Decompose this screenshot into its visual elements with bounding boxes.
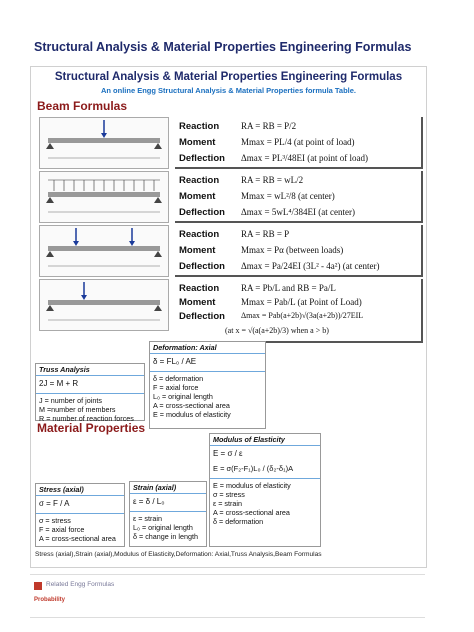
beam-row-4 bbox=[35, 279, 423, 343]
related-formulas-title: Related Engg Formulas bbox=[46, 581, 115, 588]
truss-analysis-title: Truss Analysis bbox=[36, 364, 144, 376]
beam-formulas-2: Reaction RA = RB = wL/2 Moment Mmax = wL²/8 (at center) Deflection Δmax = 5wL⁴/384EI (at center) bbox=[175, 171, 423, 223]
truss-equation: 2J = M + R bbox=[39, 379, 79, 388]
beam-diagram-uniform-load bbox=[39, 171, 169, 223]
truss-analysis-box: Truss Analysis 2J = M + R J = number of joints M =number of members R = number of reaction forces bbox=[35, 363, 145, 421]
strain-axial-box: Strain (axial) ε = δ / L₀ ε = strain L₀ = original length δ = change in length bbox=[129, 481, 207, 547]
beam-row-2 bbox=[35, 171, 423, 223]
probability-link[interactable]: Probability bbox=[34, 597, 66, 603]
strain-equation: ε = δ / L₀ bbox=[133, 497, 165, 506]
beam-row-3 bbox=[35, 225, 423, 277]
sheet-subtitle: An online Engg Structural Analysis & Material Properties formula Table. bbox=[100, 86, 357, 95]
beam-formulas-4: Reaction RA = Pb/L and RB = Pa/L Moment Mmax = Pab/L (at Point of Load) Deflection Δmax = Pab(a+2b)√(3a(a+2b))/27EIL (at x = √(a(a+2b)/3) when a > b) bbox=[175, 279, 423, 343]
section-material-properties: Material Properties bbox=[37, 421, 146, 435]
modulus-equation-2: E = σ(F₂-F₁)L₀ / (δ₂-δ₁)A bbox=[213, 464, 294, 473]
formula-tags: Stress (axial),Strain (axial),Modulus of Elasticity,Deformation: Axial,Truss Analysis,Beam Formulas bbox=[35, 551, 322, 558]
beam-diagram-two-loads bbox=[39, 225, 169, 277]
deformation-equation: δ = FL₀ / AE bbox=[153, 357, 197, 366]
beam-row-1 bbox=[35, 117, 423, 169]
modulus-of-elasticity-box: Modulus of Elasticity E = σ / ε E = σ(F₂-F₁)L₀ / (δ₂-δ₁)A E = modulus of elasticity σ = stress ε = strain A = cross-sectional area δ = deformation bbox=[209, 433, 321, 547]
beam-formulas-3: Reaction RA = RB = P Moment Mmax = Pα (between loads) Deflection Δmax = Pa/24EI (3L² - 4a²) (at center) bbox=[175, 225, 423, 277]
modulus-title: Modulus of Elasticity bbox=[210, 434, 320, 446]
stress-equation: σ = F / A bbox=[39, 499, 70, 508]
stress-axial-box: Stress (axial) σ = F / A σ = stress F = axial force A = cross-sectional area bbox=[35, 483, 125, 547]
related-formulas-icon bbox=[34, 582, 42, 590]
related-formulas-footer bbox=[30, 574, 425, 618]
deformation-axial-title: Deformation: Axial bbox=[150, 342, 265, 354]
formula-sheet bbox=[30, 66, 427, 568]
beam-diagram-offset-load bbox=[39, 279, 169, 331]
beam-formulas-1: Reaction RA = RB = P/2 Moment Mmax = PL/4 (at point of load) Deflection Δmax = PL³/48EI (at point of load) bbox=[175, 117, 423, 169]
beam-diagram-point-load bbox=[39, 117, 169, 169]
modulus-equation-1: E = σ / ε bbox=[213, 449, 243, 458]
deformation-axial-box: Deformation: Axial δ = FL₀ / AE δ = deformation F = axial force L₀ = original length A = cross-sectional area E = modulus of elasticity bbox=[149, 341, 266, 429]
section-beam-formulas: Beam Formulas bbox=[37, 99, 128, 113]
page-title: Structural Analysis & Material Properties Engineering Formulas bbox=[34, 40, 412, 54]
stress-title: Stress (axial) bbox=[36, 484, 124, 496]
sheet-title: Structural Analysis & Material Properties Engineering Formulas bbox=[54, 71, 403, 83]
strain-title: Strain (axial) bbox=[130, 482, 206, 494]
